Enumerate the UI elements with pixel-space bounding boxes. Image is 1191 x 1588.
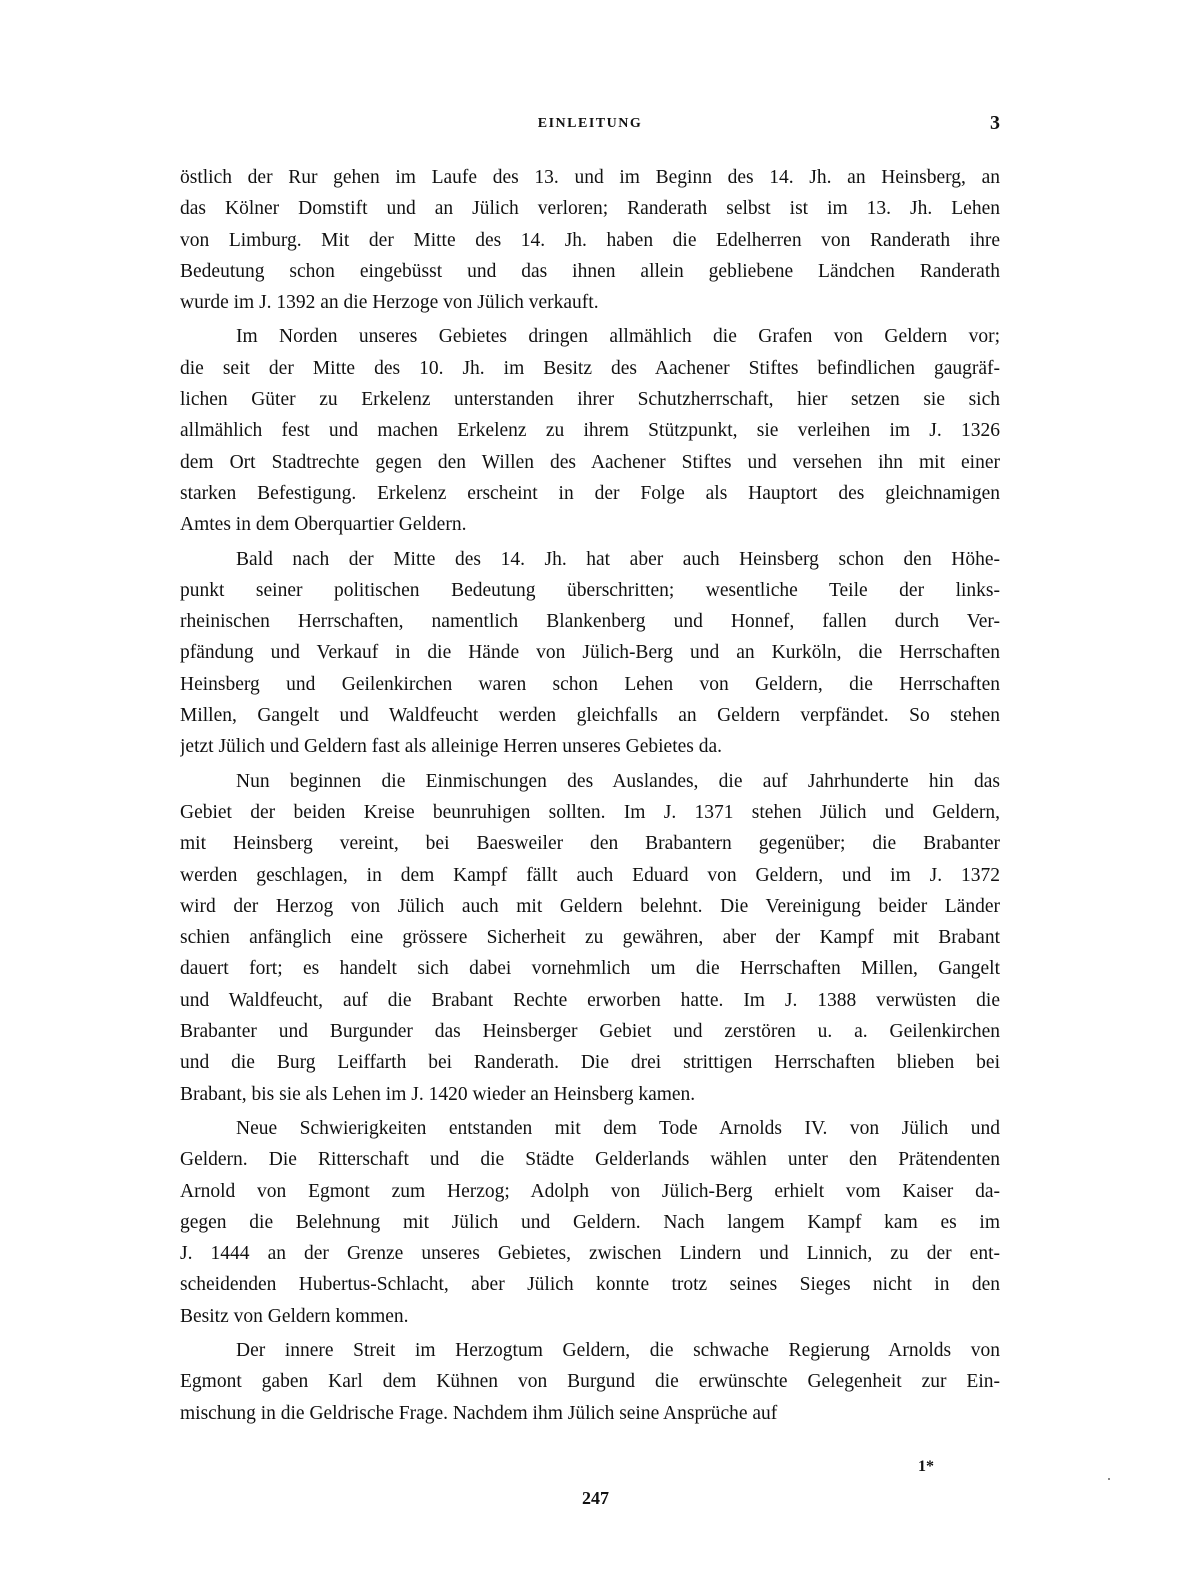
text-line: gegen die Belehnung mit Jülich und Geldern. Nach langem Kampf kam es im	[180, 1211, 1000, 1233]
text-line: und die Burg Leiffarth bei Randerath. Die drei strittigen Herrschaften blieben bei	[180, 1052, 1000, 1074]
page-number: 3	[990, 112, 1000, 134]
paragraph	[180, 162, 1000, 318]
running-title: EINLEITUNG	[537, 116, 643, 131]
text-line: östlich der Rur gehen im Laufe des 13. und im Beginn des 14. Jh. an Heinsberg, an	[180, 167, 1000, 188]
margin-speck	[1108, 1478, 1110, 1480]
text-line: wird der Herzog von Jülich auch mit Geldern belehnt. Die Vereinigung beider Länder	[180, 895, 1000, 917]
text-line: pfändung und Verkauf in die Hände von Jülich-Berg und an Kurköln, die Herrschaften	[180, 642, 1000, 664]
text-line: Gebiet der beiden Kreise beunruhigen sollten. Im J. 1371 stehen Jülich und Geldern,	[180, 801, 1000, 823]
text-line: Brabant, bis sie als Lehen im J. 1420 wieder an Heinsberg kamen.	[180, 1083, 696, 1105]
text-line: Im Norden unseres Gebietes dringen allmählich die Grafen von Geldern vor;	[236, 326, 1000, 348]
text-line: Neue Schwierigkeiten entstanden mit dem Tode Arnolds IV. von Jülich und	[236, 1117, 1000, 1139]
text-line: mischung in die Geldrische Frage. Nachdem ihm Jülich seine Ansprüche auf	[180, 1402, 778, 1424]
text-line: J. 1444 an der Grenze unseres Gebietes, zwischen Lindern und Linnich, zu der ent-	[180, 1243, 1000, 1265]
text-line: werden geschlagen, in dem Kampf fällt auch Eduard von Geldern, und im J. 1372	[180, 864, 1000, 886]
paragraph	[180, 766, 1000, 1110]
text-line: dem Ort Stadtrechte gegen den Willen des Aachener Stiftes und versehen ihn mit einer	[180, 451, 1000, 473]
running-head	[180, 112, 1000, 138]
signature-mark: 1*	[918, 1458, 934, 1475]
body-text	[180, 162, 1000, 1432]
text-line: und Waldfeucht, auf die Brabant Rechte erworben hatte. Im J. 1388 verwüsten die	[180, 989, 1000, 1011]
text-line: punkt seiner politischen Bedeutung überschritten; wesentliche Teile der links-	[180, 579, 1000, 601]
text-line: Bald nach der Mitte des 14. Jh. hat aber auch Heinsberg schon den Höhe-	[236, 548, 1000, 570]
text-line: Besitz von Geldern kommen.	[180, 1305, 409, 1327]
text-line: Bedeutung schon eingebüsst und das ihnen allein gebliebene Ländchen Randerath	[180, 260, 1000, 282]
text-line: Nun beginnen die Einmischungen des Auslandes, die auf Jahrhunderte hin das	[236, 770, 1000, 792]
text-line: allmählich fest und machen Erkelenz zu ihrem Stützpunkt, sie verleihen im J. 1326	[180, 420, 1000, 442]
paragraph	[180, 321, 1000, 540]
text-line: Arnold von Egmont zum Herzog; Adolph von Jülich-Berg erhielt vom Kaiser da-	[180, 1180, 1000, 1202]
text-line: von Limburg. Mit der Mitte des 14. Jh. haben die Edelherren von Randerath ihre	[180, 229, 1000, 251]
text-line: Brabanter und Burgunder das Heinsberger Gebiet und zerstören u. a. Geilenkirchen	[180, 1021, 1000, 1043]
paragraph	[180, 544, 1000, 763]
text-line: jetzt Jülich und Geldern fast als alleinige Herren unseres Gebietes da.	[180, 736, 723, 758]
paragraph	[180, 1335, 1000, 1429]
paragraph	[180, 1113, 1000, 1332]
text-line: Millen, Gangelt und Waldfeucht werden gleichfalls an Geldern verpfändet. So stehen	[180, 705, 1000, 727]
text-line: scheidenden Hubertus-Schlacht, aber Jülich konnte trotz seines Sieges nicht in den	[180, 1274, 1000, 1296]
folio-number: 247	[582, 1488, 609, 1508]
text-line: Der innere Streit im Herzogtum Geldern, die schwache Regierung Arnolds von	[236, 1339, 1000, 1361]
text-line: starken Befestigung. Erkelenz erscheint in der Folge als Hauptort des gleichnamigen	[180, 482, 1000, 504]
text-line: Amtes in dem Oberquartier Geldern.	[180, 514, 467, 536]
text-line: Egmont gaben Karl dem Kühnen von Burgund die erwünschte Gelegenheit zur Ein-	[180, 1371, 1000, 1393]
text-line: lichen Güter zu Erkelenz unterstanden ihrer Schutzherrschaft, hier setzen sie sich	[180, 389, 1000, 411]
text-line: dauert fort; es handelt sich dabei vornehmlich um die Herrschaften Millen, Gangelt	[180, 958, 1000, 980]
text-line: schien anfänglich eine grössere Sicherheit zu gewähren, aber der Kampf mit Brabant	[180, 927, 1000, 949]
text-line: mit Heinsberg vereint, bei Baesweiler den Brabantern gegenüber; die Brabanter	[180, 833, 1000, 855]
text-line: Geldern. Die Ritterschaft und die Städte Gelderlands wählen unter den Prätendenten	[180, 1149, 1000, 1171]
text-line: die seit der Mitte des 10. Jh. im Besitz des Aachener Stiftes befindlichen gaugräf-	[180, 357, 1000, 379]
text-line: wurde im J. 1392 an die Herzoge von Jülich verkauft.	[180, 292, 599, 314]
text-line: rheinischen Herrschaften, namentlich Blankenberg und Honnef, fallen durch Ver-	[180, 611, 1000, 633]
text-line: das Kölner Domstift und an Jülich verloren; Randerath selbst ist im 13. Jh. Lehen	[180, 198, 1000, 220]
text-line: Heinsberg und Geilenkirchen waren schon Lehen von Geldern, die Herrschaften	[180, 673, 1000, 695]
